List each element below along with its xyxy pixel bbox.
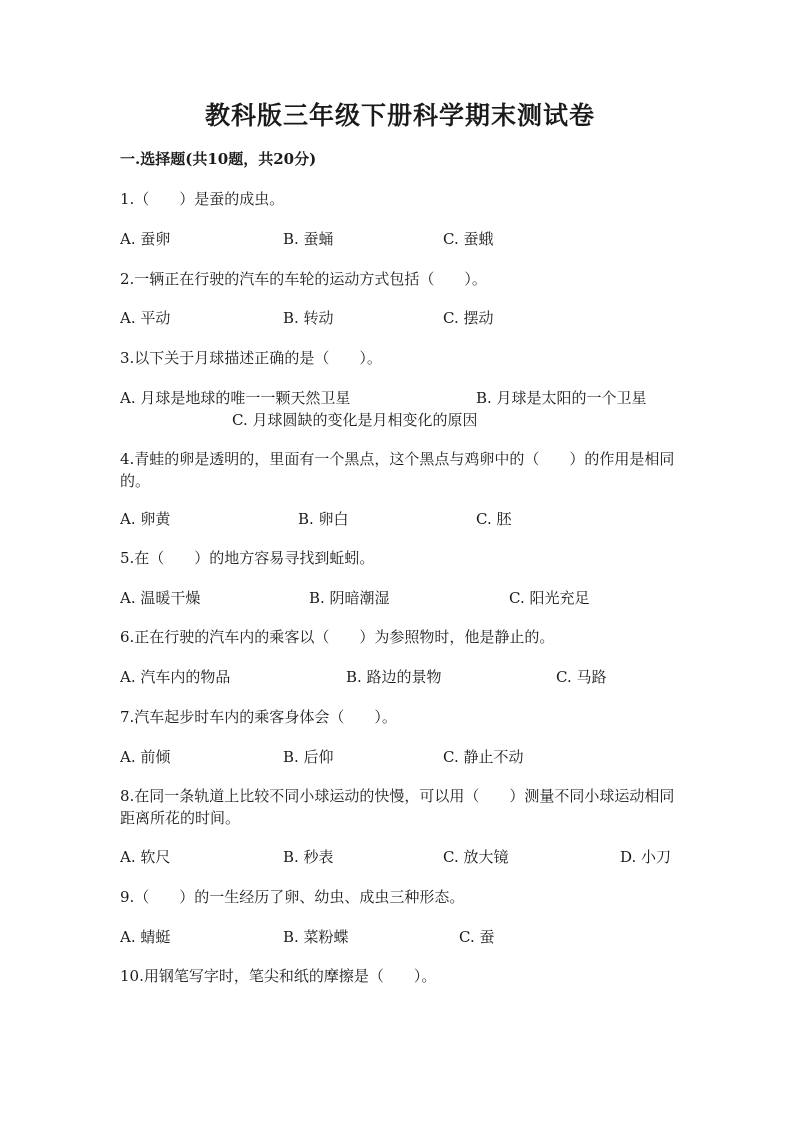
q7-option-b: B. 后仰 [283,748,334,766]
q4-option-b: B. 卵白 [298,510,349,528]
q8-option-a: A. 软尺 [120,848,171,866]
q4-option-c: C. 胚 [476,510,512,528]
question-10: 10.用钢笔写字时，笔尖和纸的摩擦是（ ）。 [120,967,437,985]
q3-option-b: B. 月球是太阳的一个卫星 [476,389,647,407]
page-title: 教科版三年级下册科学期末测试卷 [204,101,595,130]
question-6: 6.正在行驶的汽车内的乘客以（ ）为参照物时，他是静止的。 [120,628,555,646]
q2-option-b: B. 转动 [283,309,334,327]
question-5: 5.在（ ）的地方容易寻找到蚯蚓。 [120,549,375,567]
q7-option-c: C. 静止不动 [443,748,524,766]
question-7: 7.汽车起步时车内的乘客身体会（ ）。 [120,708,397,726]
q5-option-a: A. 温暖干燥 [120,589,201,607]
q6-option-c: C. 马路 [556,668,607,686]
q1-option-a: A. 蚕卵 [120,230,171,248]
q3-option-c: C. 月球圆缺的变化是月相变化的原因 [232,411,478,429]
section-heading: 一.选择题(共10题，共20分) [120,150,317,168]
q9-option-b: B. 菜粉蝶 [283,928,349,946]
q7-option-a: A. 前倾 [120,748,171,766]
q4-option-a: A. 卵黄 [120,510,171,528]
q1-option-b: B. 蚕蛹 [283,230,334,248]
question-4: 4.青蛙的卵是透明的，里面有一个黑点，这个黑点与鸡卵中的（ ）的作用是相同的。 [120,450,675,490]
q8-option-b: B. 秒表 [283,848,334,866]
q5-option-b: B. 阴暗潮湿 [309,589,390,607]
q1-option-c: C. 蚕蛾 [443,230,494,248]
q8-option-c: C. 放大镜 [443,848,509,866]
q5-option-c: C. 阳光充足 [509,589,590,607]
question-3: 3.以下关于月球描述正确的是（ ）。 [120,349,382,367]
q9-option-c: C. 蚕 [459,928,495,946]
q3-option-a: A. 月球是地球的唯一一颗天然卫星 [120,389,351,407]
question-1: 1.（ ）是蚕的成虫。 [120,190,285,208]
q2-option-c: C. 摆动 [443,309,494,327]
q9-option-a: A. 蜻蜓 [120,928,171,946]
q6-option-b: B. 路边的景物 [346,668,442,686]
question-9: 9.（ ）的一生经历了卵、幼虫、成虫三种形态。 [120,888,465,906]
q6-option-a: A. 汽车内的物品 [120,668,231,686]
question-8: 8.在同一条轨道上比较不同小球运动的快慢，可以用（ ）测量不同小球运动相同距离所花的时间。 [120,787,675,827]
q2-option-a: A. 平动 [120,309,171,327]
q8-option-d: D. 小刀 [620,848,672,866]
question-2: 2.一辆正在行驶的汽车的车轮的运动方式包括（ ）。 [120,270,487,288]
